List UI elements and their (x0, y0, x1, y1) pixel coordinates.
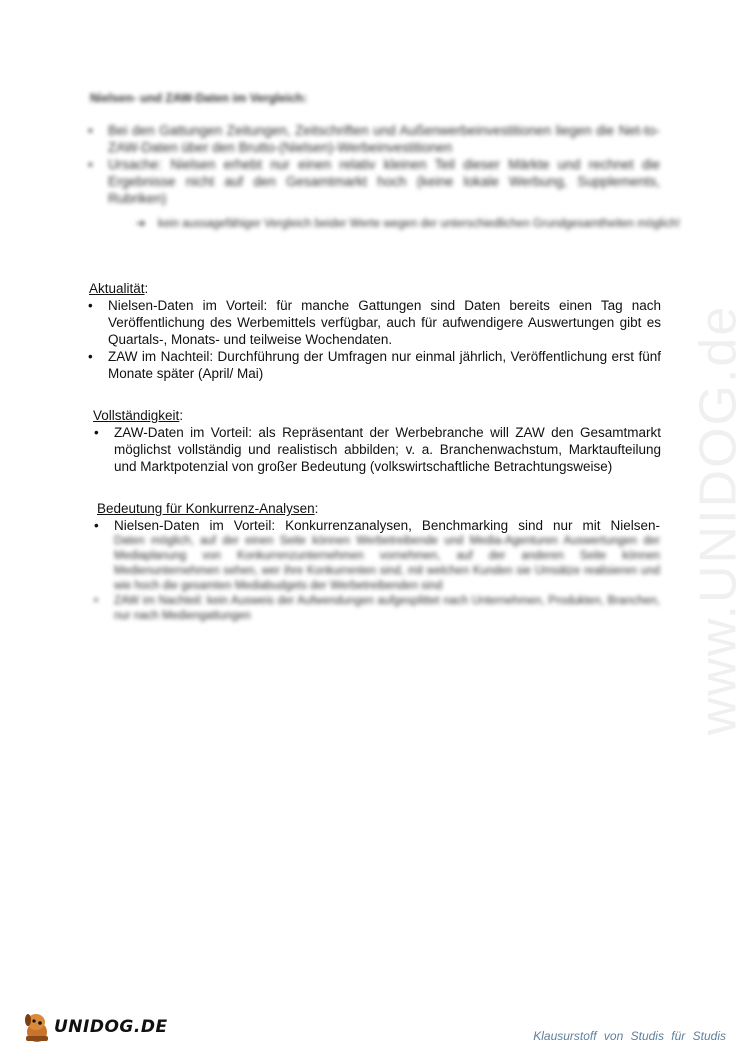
aktualitaet-heading (89, 280, 661, 297)
dog-mascot-icon (22, 1010, 52, 1044)
heading-colon: : (179, 408, 184, 423)
list-item: • ZAW-Daten im Vorteil: als Repräsentant der Werbebranche will ZAW den Gesamtmarkt möglichst vollständig und realistisch abbilden; v. a. Branchenwachstum, Marktaufteilung und Marktpotenzial von großer Bedeutung (volkswirtschaftliche Betrachtungsweise) (90, 424, 661, 475)
arrow-right-icon: ➔ (136, 218, 146, 230)
list-item: • Ursache: Nielsen erhebt nur einen relativ kleinen Teil dieser Märkte und rechnet die Ergebnisse nicht auf den Gesamtmarkt hoch (keine lokale Werbung, Supplements, Rubriken) (84, 156, 660, 207)
konkurrenz-heading-text: Bedeutung für Konkurrenz-Analysen (97, 501, 315, 516)
list-item: • Bei den Gattungen Zeitungen, Zeitschriften und Außenwerbeinvestitionen liegen die Net-to-ZAW-Daten über den Brutto-(Nielsen)-Werbeinvestitionen (84, 122, 660, 156)
vollstaendigkeit-heading-text: Vollständigkeit (93, 408, 180, 423)
list-item: • ZAW im Nachteil: kein Ausweis der Aufwendungen aufgesplittet nach Unternehmen, Produkten, Branchen, nur nach Mediengattungen (90, 594, 660, 624)
logo-text: UNIDOG.DE (54, 1017, 168, 1037)
heading-colon: : (314, 501, 319, 516)
konkurrenz-list (90, 517, 660, 624)
comparison-arrow-note (136, 217, 682, 232)
vollstaendigkeit-list (90, 424, 661, 475)
footer-tagline: Klausurstoff von Studis für Studis (533, 1029, 726, 1043)
konkurrenz-section (97, 500, 660, 624)
comparison-heading: Nielsen- und ZAW-Daten im Vergleich: (90, 91, 308, 105)
list-item: • Nielsen-Daten im Vorteil: für manche Gattungen sind Daten bereits einen Tag nach Veröffentlichung des Werbemittels verfügbar, auch für aufwendigere Auswertungen gibt es Quartals-, Monats- und teilweise Wochendaten. (84, 297, 661, 348)
konkurrenz-first-line: • Nielsen-Daten im Vorteil: Konkurrenzanalysen, Benchmarking sind nur mit Nielsen- (114, 518, 660, 533)
aktualitaet-list (84, 297, 661, 382)
list-item (90, 517, 660, 594)
aktualitaet-section (89, 280, 661, 382)
comparison-list-container (84, 122, 660, 207)
arrow-note-text: kein aussagefähiger Vergleich beider Werte wegen der unterschiedlichen Grundgesamtheiten möglich! (158, 218, 681, 230)
vollstaendigkeit-section (93, 407, 661, 475)
comparison-section (90, 90, 660, 107)
heading-colon: : (144, 281, 149, 296)
watermark-text: www.UNIDOG.de (689, 304, 747, 736)
konkurrenz-first-rest: Daten möglich, auf der einen Seite können Werbetreibende und Media-Agenturen Auswertungen der Mediaplanung von Konkurrenzunternehmen vornehmen, auf der anderen Seite können Medienunternehmen sehen, wer ihre Konkurrenten sind, mit welchen Kunden sie Umsätze realisieren und wie hoch die gesamten Mediabudgets der Werbetreibenden sind (114, 535, 660, 592)
aktualitaet-heading-text: Aktualität (89, 281, 145, 296)
vollstaendigkeit-heading (93, 407, 661, 424)
konkurrenz-heading (97, 500, 660, 517)
unidog-logo (22, 1009, 168, 1045)
list-item: • ZAW im Nachteil: Durchführung der Umfragen nur einmal jährlich, Veröffentlichung erst fünf Monate später (April/ Mai) (84, 348, 661, 382)
comparison-list (84, 122, 660, 207)
